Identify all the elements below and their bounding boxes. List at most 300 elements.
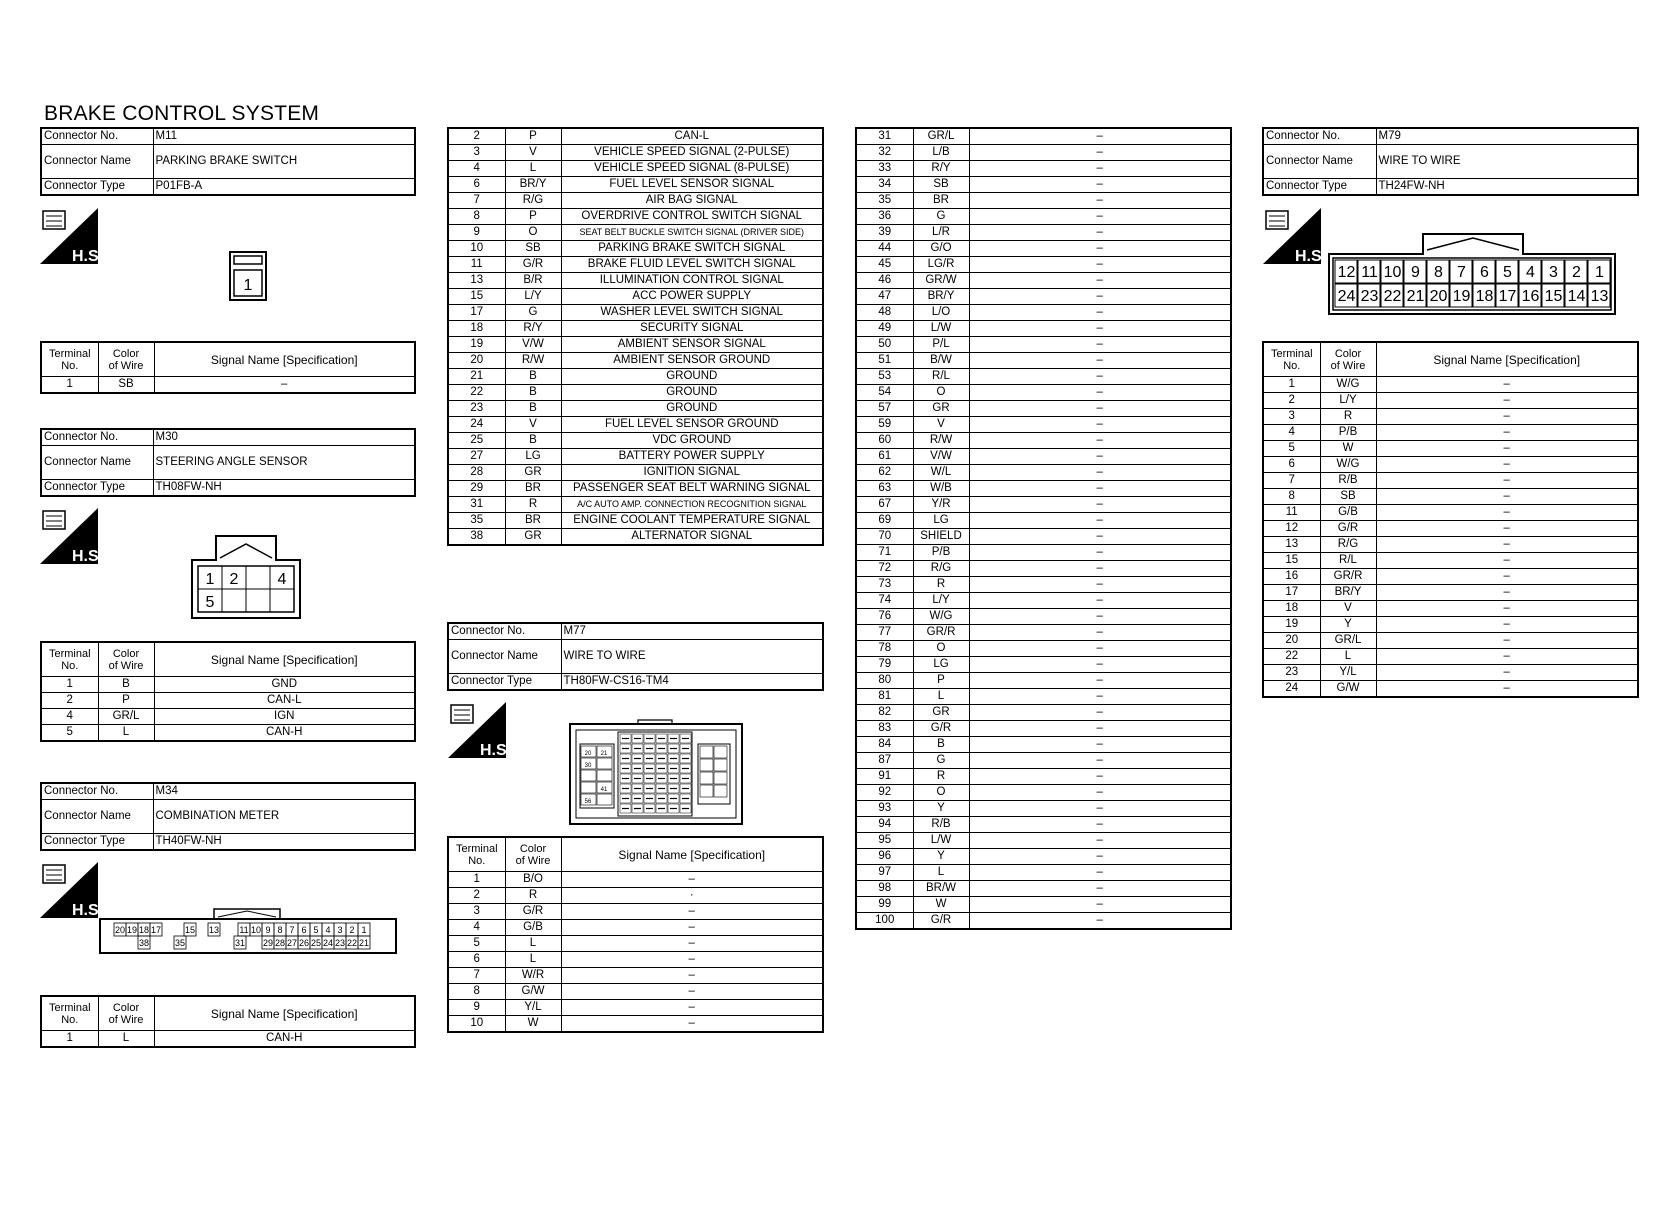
terminal-no: 15 xyxy=(1263,553,1320,569)
pin-label: 27 xyxy=(286,938,298,948)
svg-text:H.S.: H.S. xyxy=(72,548,104,565)
pin-label: 4 xyxy=(1526,264,1535,281)
terminal-no: 51 xyxy=(856,353,913,369)
table-row xyxy=(1263,537,1638,553)
hs-label: H.S. xyxy=(72,248,104,265)
table-row xyxy=(856,497,1231,513)
table-row xyxy=(856,721,1231,737)
signal-name: – xyxy=(561,984,823,1000)
table-row xyxy=(448,193,823,209)
m77-info-table xyxy=(447,622,824,691)
wire-color: R/B xyxy=(1320,473,1376,489)
table-row xyxy=(1263,521,1638,537)
pin-label: 41 xyxy=(600,787,608,793)
wire-color: P xyxy=(505,209,561,225)
table-row xyxy=(1263,489,1638,505)
wire-color: GR xyxy=(913,705,969,721)
label: Connector No. xyxy=(448,623,561,640)
signal-name: – xyxy=(1376,665,1638,681)
wire-color: L xyxy=(913,689,969,705)
terminal-no: 48 xyxy=(856,305,913,321)
signal-name: – xyxy=(561,952,823,968)
wire-color: G/R xyxy=(505,904,561,920)
page-title: BRAKE CONTROL SYSTEM xyxy=(44,102,320,125)
pin-label: 26 xyxy=(298,938,310,948)
terminal-no: 94 xyxy=(856,817,913,833)
terminal-no: 11 xyxy=(448,257,505,273)
pin-label: 1 xyxy=(243,277,253,294)
terminal-no: 83 xyxy=(856,721,913,737)
wire-color: GR xyxy=(505,529,561,546)
wire-color: B/R xyxy=(505,273,561,289)
terminal-no: 13 xyxy=(1263,537,1320,553)
terminal-no: 31 xyxy=(448,497,505,513)
terminal-no: 57 xyxy=(856,401,913,417)
wire-color: LG xyxy=(505,449,561,465)
terminal-no: 9 xyxy=(448,1000,505,1016)
signal-name: PASSENGER SEAT BELT WARNING SIGNAL xyxy=(561,481,823,497)
m30-connector-type: TH08FW-NH xyxy=(153,480,415,497)
pin-label: 17 xyxy=(150,925,162,935)
wire-color: L/Y xyxy=(913,593,969,609)
label: Connector Type xyxy=(448,674,561,691)
signal-name: – xyxy=(1376,457,1638,473)
signal-name: – xyxy=(969,561,1231,577)
table-row xyxy=(448,128,823,145)
table-row xyxy=(448,321,823,337)
terminal-no: 35 xyxy=(448,513,505,529)
terminal-no: 69 xyxy=(856,513,913,529)
signal-name: – xyxy=(969,401,1231,417)
terminal-no: 36 xyxy=(856,209,913,225)
terminal-no: 27 xyxy=(448,449,505,465)
table-row xyxy=(1263,377,1638,393)
pin-label: 29 xyxy=(262,938,274,948)
terminal-no: 4 xyxy=(41,709,98,725)
label: Connector Name xyxy=(41,145,153,179)
signal-name: – xyxy=(561,968,823,984)
table-row xyxy=(448,401,823,417)
signal-name: – xyxy=(969,465,1231,481)
table-row xyxy=(1263,457,1638,473)
table-row xyxy=(448,872,823,888)
table-row xyxy=(856,689,1231,705)
m79-connector-diagram xyxy=(1327,232,1617,316)
m11-connector-type: P01FB-A xyxy=(153,179,415,196)
pin-label: 10 xyxy=(1383,264,1402,281)
wire-color: R xyxy=(1320,409,1376,425)
signal-name: – xyxy=(561,920,823,936)
signal-name: – xyxy=(969,513,1231,529)
table-row xyxy=(448,529,823,546)
label: Connector Type xyxy=(41,480,153,497)
signal-name: – xyxy=(969,881,1231,897)
m79-terminal-table: Terminal No. Color of Wire Signal Name [Specification] 1 W/G – 2 L/Y – 3 R – 4 P/B – 5 W – 6 W/G – 7 R/B – 8 SB – 11 G/B – 12 G/R – 13 R/G – 15 R/L – 16 GR/R – 17 BR/Y – 18 V – 19 Y – 20 GR/L – 22 L – 23 Y/L – 24 G/W – xyxy=(1262,341,1639,698)
pin-label: 23 xyxy=(334,938,346,948)
table-row xyxy=(448,353,823,369)
wire-color: GR/L xyxy=(98,709,154,725)
terminal-no: 24 xyxy=(1263,681,1320,698)
harness-side-icon xyxy=(1263,208,1327,265)
pin-label: 18 xyxy=(138,925,150,935)
m30-terminal-table: Terminal No. Color of Wire Signal Name [Specification] 1 B GND 2 P CAN-L 4 GR/L IGN 5 L CAN-H xyxy=(40,641,416,742)
wire-color: L/Y xyxy=(505,289,561,305)
signal-name: – xyxy=(1376,633,1638,649)
table-row xyxy=(448,984,823,1000)
terminal-no: 1 xyxy=(41,377,98,394)
m79-info-table xyxy=(1262,127,1639,196)
terminal-no: 72 xyxy=(856,561,913,577)
terminal-no: 18 xyxy=(1263,601,1320,617)
label: Connector Type xyxy=(41,834,153,851)
signal-name: – xyxy=(969,721,1231,737)
signal-name: – xyxy=(969,209,1231,225)
wire-color: G/O xyxy=(913,241,969,257)
wire-color: BR/W xyxy=(913,881,969,897)
wire-color: R/G xyxy=(1320,537,1376,553)
table-row xyxy=(448,449,823,465)
signal-name: – xyxy=(969,817,1231,833)
wire-color: L/R xyxy=(913,225,969,241)
wire-color: R xyxy=(913,769,969,785)
table-row xyxy=(448,209,823,225)
table-row xyxy=(856,577,1231,593)
terminal-no: 29 xyxy=(448,481,505,497)
signal-name: – xyxy=(969,625,1231,641)
pin-label: 15 xyxy=(1544,288,1563,305)
table-row xyxy=(41,693,415,709)
wire-color: O xyxy=(913,385,969,401)
wire-color: GR/L xyxy=(1320,633,1376,649)
pin-label: 2 xyxy=(349,925,355,935)
wire-color: SB xyxy=(98,377,154,394)
signal-name: – xyxy=(969,369,1231,385)
pin-label: 14 xyxy=(1567,288,1586,305)
wire-color: BR xyxy=(505,481,561,497)
terminal-no: 2 xyxy=(448,888,505,904)
table-row xyxy=(448,1000,823,1016)
signal-name: – xyxy=(969,785,1231,801)
signal-name: FUEL LEVEL SENSOR SIGNAL xyxy=(561,177,823,193)
table-row xyxy=(856,321,1231,337)
m77-terminal-table: Terminal No. Color of Wire Signal Name [Specification] 1 B/O – 2 R · 3 G/R – 4 G/B – 5 L – 6 L – 7 W/R – 8 G/W – 9 Y/L – 10 W – xyxy=(447,836,824,1033)
wire-color: L xyxy=(98,725,154,742)
wire-color: BR xyxy=(505,513,561,529)
signal-name: – xyxy=(969,577,1231,593)
table-row xyxy=(448,145,823,161)
table-row xyxy=(448,1016,823,1033)
table-row xyxy=(1263,617,1638,633)
signal-name: – xyxy=(969,529,1231,545)
signal-name: AIR BAG SIGNAL xyxy=(561,193,823,209)
signal-name: – xyxy=(969,673,1231,689)
pin-label: 5 xyxy=(1503,264,1512,281)
terminal-no: 18 xyxy=(448,321,505,337)
signal-name: GND xyxy=(154,677,415,693)
terminal-no: 12 xyxy=(1263,521,1320,537)
wire-color: BR xyxy=(913,193,969,209)
pin-label: 1 xyxy=(361,925,367,935)
wire-color: GR xyxy=(913,401,969,417)
wire-color: L/B xyxy=(913,145,969,161)
m11-info-table xyxy=(40,127,416,196)
svg-text:1: 1 xyxy=(205,571,215,588)
pin-label: 23 xyxy=(1360,288,1379,305)
terminal-no: 31 xyxy=(856,128,913,145)
signal-name: · xyxy=(561,888,823,904)
table-row xyxy=(1263,393,1638,409)
m34-info-table xyxy=(40,782,416,851)
terminal-no: 8 xyxy=(448,209,505,225)
wire-color: G/W xyxy=(505,984,561,1000)
signal-name: – xyxy=(969,593,1231,609)
table-row xyxy=(856,305,1231,321)
signal-name: – xyxy=(969,128,1231,145)
wire-color: L xyxy=(1320,649,1376,665)
pin-label: 56 xyxy=(584,799,592,805)
signal-name: – xyxy=(969,161,1231,177)
terminal-no: 74 xyxy=(856,593,913,609)
terminal-no: 10 xyxy=(448,1016,505,1033)
terminal-no: 10 xyxy=(448,241,505,257)
table-row xyxy=(448,337,823,353)
table-row xyxy=(1263,441,1638,457)
terminal-no: 76 xyxy=(856,609,913,625)
wire-color: Y xyxy=(1320,617,1376,633)
svg-text:H.S.: H.S. xyxy=(480,742,512,759)
pin-label: 7 xyxy=(289,925,295,935)
terminal-no: 99 xyxy=(856,897,913,913)
signal-name: – xyxy=(969,641,1231,657)
terminal-no: 98 xyxy=(856,881,913,897)
terminal-no: 5 xyxy=(41,725,98,742)
terminal-no: 34 xyxy=(856,177,913,193)
table-row xyxy=(856,128,1231,145)
wire-color: B/O xyxy=(505,872,561,888)
table-row xyxy=(856,737,1231,753)
signal-name: – xyxy=(969,177,1231,193)
terminal-no: 70 xyxy=(856,529,913,545)
terminal-no: 33 xyxy=(856,161,913,177)
label: Connector Name xyxy=(41,800,153,834)
harness-side-icon xyxy=(448,702,512,759)
m34-terminal-table-continued xyxy=(447,127,824,546)
wire-color: G/B xyxy=(1320,505,1376,521)
signal-name: GROUND xyxy=(561,369,823,385)
pin-label: 8 xyxy=(1434,264,1443,281)
signal-name: FUEL LEVEL SENSOR GROUND xyxy=(561,417,823,433)
terminal-no: 60 xyxy=(856,433,913,449)
signal-name: – xyxy=(969,897,1231,913)
signal-name: AMBIENT SENSOR GROUND xyxy=(561,353,823,369)
table-row xyxy=(41,725,415,742)
signal-name: – xyxy=(561,904,823,920)
signal-name: – xyxy=(969,737,1231,753)
table-row xyxy=(856,353,1231,369)
wire-color: R xyxy=(913,577,969,593)
terminal-no: 1 xyxy=(1263,377,1320,393)
signal-name: WASHER LEVEL SWITCH SIGNAL xyxy=(561,305,823,321)
table-row xyxy=(448,289,823,305)
m77-connector-type: TH80FW-CS16-TM4 xyxy=(561,674,823,691)
terminal-no: 73 xyxy=(856,577,913,593)
table-row xyxy=(856,673,1231,689)
wire-color: W xyxy=(913,897,969,913)
signal-name: – xyxy=(969,497,1231,513)
pin-label: 22 xyxy=(1383,288,1402,305)
wire-color: GR/L xyxy=(913,128,969,145)
wire-color: SHIELD xyxy=(913,529,969,545)
wire-color: V xyxy=(1320,601,1376,617)
wire-color: SB xyxy=(505,241,561,257)
m79-connector-no: M79 xyxy=(1376,128,1638,145)
terminal-no: 87 xyxy=(856,753,913,769)
table-row xyxy=(856,417,1231,433)
terminal-no: 9 xyxy=(448,225,505,241)
terminal-no: 80 xyxy=(856,673,913,689)
pin-label: 22 xyxy=(346,938,358,948)
signal-name: – xyxy=(969,273,1231,289)
pin-label: 38 xyxy=(138,938,150,948)
table-row xyxy=(448,273,823,289)
pin-label: 19 xyxy=(126,925,138,935)
signal-name: SEAT BELT BUCKLE SWITCH SIGNAL (DRIVER SIDE) xyxy=(561,225,823,241)
table-row xyxy=(448,952,823,968)
wire-color: V xyxy=(913,417,969,433)
signal-name: – xyxy=(1376,681,1638,698)
wire-color: W xyxy=(1320,441,1376,457)
table-row xyxy=(856,161,1231,177)
terminal-no: 19 xyxy=(1263,617,1320,633)
m77-connector-no: M77 xyxy=(561,623,823,640)
wire-color: W xyxy=(505,1016,561,1033)
wire-color: GR/W xyxy=(913,273,969,289)
terminal-no: 97 xyxy=(856,865,913,881)
terminal-no: 4 xyxy=(1263,425,1320,441)
wire-color: B xyxy=(913,737,969,753)
terminal-no: 100 xyxy=(856,913,913,930)
table-row xyxy=(856,145,1231,161)
signal-name: – xyxy=(561,1016,823,1033)
signal-name: – xyxy=(969,321,1231,337)
terminal-no: 82 xyxy=(856,705,913,721)
wire-color: W/G xyxy=(913,609,969,625)
signal-name: – xyxy=(969,289,1231,305)
terminal-no: 91 xyxy=(856,769,913,785)
signal-name: – xyxy=(1376,473,1638,489)
table-row xyxy=(856,849,1231,865)
pin-label: 4 xyxy=(325,925,331,935)
table-row xyxy=(1263,633,1638,649)
terminal-no: 6 xyxy=(448,177,505,193)
pin-label: 35 xyxy=(174,938,186,948)
m34-connector-name: COMBINATION METER xyxy=(153,800,415,834)
wire-color: R/Y xyxy=(505,321,561,337)
signal-name: – xyxy=(1376,425,1638,441)
wire-color: LG/R xyxy=(913,257,969,273)
wire-color: G xyxy=(505,305,561,321)
table-row xyxy=(448,465,823,481)
wire-color: SB xyxy=(913,177,969,193)
wire-color: P xyxy=(913,673,969,689)
label: Connector Type xyxy=(1263,179,1376,196)
signal-name: – xyxy=(969,865,1231,881)
table-row xyxy=(856,785,1231,801)
signal-name: BRAKE FLUID LEVEL SWITCH SIGNAL xyxy=(561,257,823,273)
terminal-no: 22 xyxy=(448,385,505,401)
terminal-no: 61 xyxy=(856,449,913,465)
wire-color: P/B xyxy=(913,545,969,561)
wire-color: G/B xyxy=(505,920,561,936)
wire-color: R/W xyxy=(505,353,561,369)
terminal-no: 5 xyxy=(448,936,505,952)
wire-color: R/Y xyxy=(913,161,969,177)
harness-side-icon xyxy=(40,862,104,919)
wire-color: Y/L xyxy=(1320,665,1376,681)
pin-label: 24 xyxy=(322,938,334,948)
m34-connector-no: M34 xyxy=(153,783,415,800)
wire-color: P xyxy=(98,693,154,709)
table-row xyxy=(448,161,823,177)
pin-label: 13 xyxy=(1590,288,1609,305)
terminal-no: 1 xyxy=(41,677,98,693)
signal-name: – xyxy=(969,705,1231,721)
signal-name: ILLUMINATION CONTROL SIGNAL xyxy=(561,273,823,289)
signal-name: VEHICLE SPEED SIGNAL (2-PULSE) xyxy=(561,145,823,161)
svg-text:H.S.: H.S. xyxy=(1295,248,1327,265)
table-row xyxy=(856,369,1231,385)
signal-name: – xyxy=(969,849,1231,865)
wire-color: Y xyxy=(913,801,969,817)
signal-name: – xyxy=(969,225,1231,241)
signal-name: – xyxy=(1376,649,1638,665)
wire-color: R xyxy=(505,888,561,904)
signal-name: – xyxy=(1376,553,1638,569)
table-row xyxy=(856,465,1231,481)
wire-color: G/R xyxy=(505,257,561,273)
signal-name: ACC POWER SUPPLY xyxy=(561,289,823,305)
wire-color: P xyxy=(505,128,561,145)
terminal-no: 84 xyxy=(856,737,913,753)
table-row xyxy=(856,801,1231,817)
wire-color: P/L xyxy=(913,337,969,353)
table-row xyxy=(1263,425,1638,441)
wire-color: R xyxy=(505,497,561,513)
signal-name: – xyxy=(1376,521,1638,537)
label: Connector Type xyxy=(41,179,153,196)
table-row xyxy=(448,385,823,401)
signal-name: CAN-H xyxy=(154,1031,415,1048)
signal-name: CAN-H xyxy=(154,725,415,742)
table-row xyxy=(448,904,823,920)
terminal-no: 35 xyxy=(856,193,913,209)
table-row xyxy=(856,609,1231,625)
m30-connector-name: STEERING ANGLE SENSOR xyxy=(153,446,415,480)
terminal-no: 71 xyxy=(856,545,913,561)
signal-name: – xyxy=(969,833,1231,849)
table-row xyxy=(856,513,1231,529)
label: Connector No. xyxy=(41,429,153,446)
table-row xyxy=(448,497,823,513)
signal-name: BATTERY POWER SUPPLY xyxy=(561,449,823,465)
wire-color: V xyxy=(505,417,561,433)
table-row xyxy=(856,401,1231,417)
signal-name: – xyxy=(561,936,823,952)
signal-name: – xyxy=(969,193,1231,209)
signal-name: – xyxy=(969,481,1231,497)
terminal-no: 6 xyxy=(448,952,505,968)
wire-color: V/W xyxy=(913,449,969,465)
